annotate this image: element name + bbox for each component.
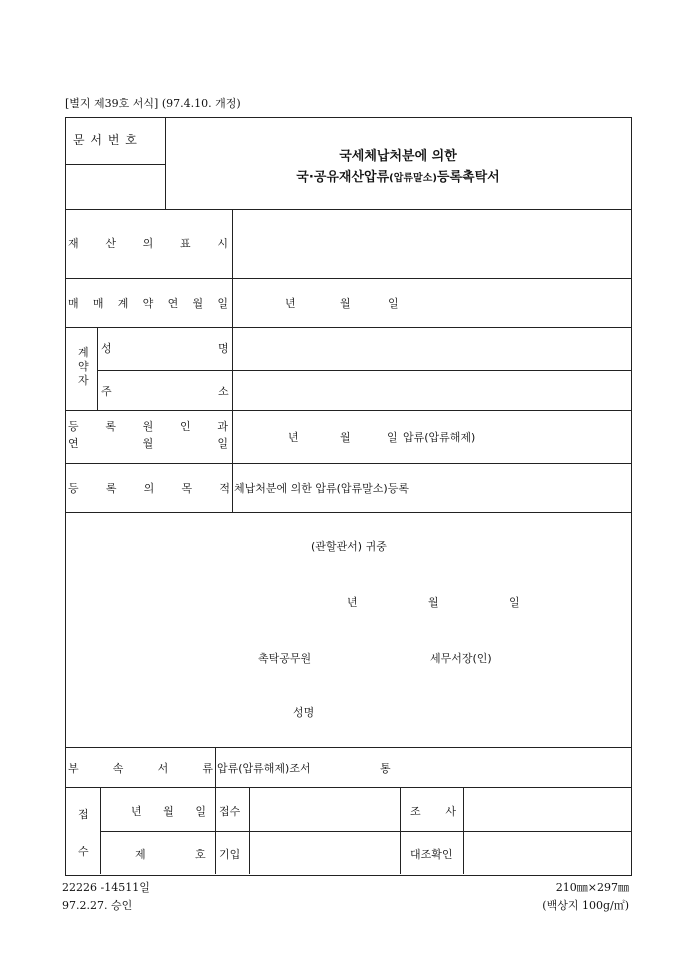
col-line — [400, 787, 401, 874]
purpose-label: 등 록 의 목 적 — [68, 482, 230, 495]
doc-number-field[interactable] — [67, 166, 163, 207]
contractor-label: 계 약 자 — [78, 346, 89, 387]
receipt-number-2: 호 — [195, 848, 206, 861]
row-line — [97, 370, 631, 371]
title-line-1: 국세체납처분에 의한 — [339, 149, 457, 164]
attachment-label: 부 속 서 류 — [68, 762, 213, 775]
receipt-number-1: 제 — [135, 848, 146, 861]
col-line — [100, 787, 101, 874]
row-line — [100, 831, 631, 832]
contractor-name-field[interactable] — [234, 329, 629, 369]
row-line — [65, 463, 631, 464]
receipt-record-label: 기입 — [219, 848, 241, 861]
requester-label: 촉탁공무원 — [258, 652, 312, 665]
receipt-record-field[interactable] — [251, 833, 399, 873]
contractor-name-label-2: 명 — [218, 342, 229, 355]
footer-approval-date: 97.2.27. 승인 — [62, 899, 133, 912]
attachment-value: 압류(압류해제)조서 — [217, 762, 311, 775]
row-line — [65, 787, 631, 788]
col-line — [97, 327, 98, 410]
footer-approval-number: 22226 -14511일 — [62, 881, 150, 894]
property-field[interactable] — [234, 211, 629, 277]
addressee: (관할관서) 귀중 — [311, 540, 387, 553]
receipt-label-2: 수 — [78, 845, 89, 858]
row-line — [65, 410, 631, 411]
doc-number-label: 문 서 번 호 — [73, 133, 138, 147]
receipt-check-field[interactable] — [465, 833, 629, 873]
contractor-address-label-1: 주 — [101, 385, 112, 398]
sale-date-day: 일 — [388, 297, 399, 310]
receipt-accept-label: 접수 — [219, 805, 241, 818]
receipt-check-label: 대조확인 — [410, 848, 453, 861]
receipt-label-1: 접 — [78, 808, 89, 821]
form-title — [166, 140, 630, 190]
body-day: 일 — [509, 596, 520, 609]
row-line — [65, 512, 631, 513]
footer-paper-type: (백상지 100g/㎡) — [542, 899, 629, 912]
registration-year: 년 — [288, 431, 299, 444]
registration-cause-suffix: 압류(압류해제) — [403, 431, 476, 444]
contractor-address-label-2: 소 — [218, 385, 229, 398]
sale-date-label: 매 매 계 약 연 월 일 — [68, 297, 228, 310]
attachment-count-unit: 통 — [380, 762, 391, 775]
name-label: 성명 — [293, 706, 315, 719]
col-line — [249, 787, 250, 874]
col-line — [463, 787, 464, 874]
row-line — [65, 327, 631, 328]
contractor-name-label-1: 성 — [101, 342, 112, 355]
purpose-value: 체납처분에 의한 압류(압류말소)등록 — [234, 482, 409, 495]
receipt-date: 년 월 일 — [131, 805, 206, 818]
col-line — [215, 747, 216, 874]
body-year: 년 — [347, 596, 358, 609]
property-label: 재 산 의 표 시 — [68, 237, 228, 250]
registration-day: 일 — [387, 431, 398, 444]
doc-number-divider — [65, 164, 165, 165]
footer-paper-size: 210㎜×297㎜ — [555, 881, 629, 894]
contractor-address-field[interactable] — [234, 372, 629, 409]
receipt-investigate-field[interactable] — [465, 789, 629, 830]
sale-date-year: 년 — [285, 297, 296, 310]
form-label: [별지 제39호 서식] (97.4.10. 개정) — [65, 97, 241, 110]
registration-cause-label-2: 연 월 일 — [68, 437, 228, 450]
row-line — [65, 747, 631, 748]
registration-month: 월 — [340, 431, 351, 444]
row-line — [65, 209, 631, 210]
sale-date-month: 월 — [340, 297, 351, 310]
registration-cause-label: 등 록 원 인 과 — [68, 420, 228, 433]
title-line-2: 국·공유재산압류(압류말소)등록촉탁서 — [296, 170, 500, 185]
receipt-accept-field[interactable] — [251, 789, 399, 830]
director-label: 세무서장(인) — [430, 652, 492, 665]
receipt-investigate-label: 조 사 — [410, 805, 456, 818]
body-month: 월 — [428, 596, 439, 609]
col-line — [232, 209, 233, 512]
row-line — [65, 278, 631, 279]
